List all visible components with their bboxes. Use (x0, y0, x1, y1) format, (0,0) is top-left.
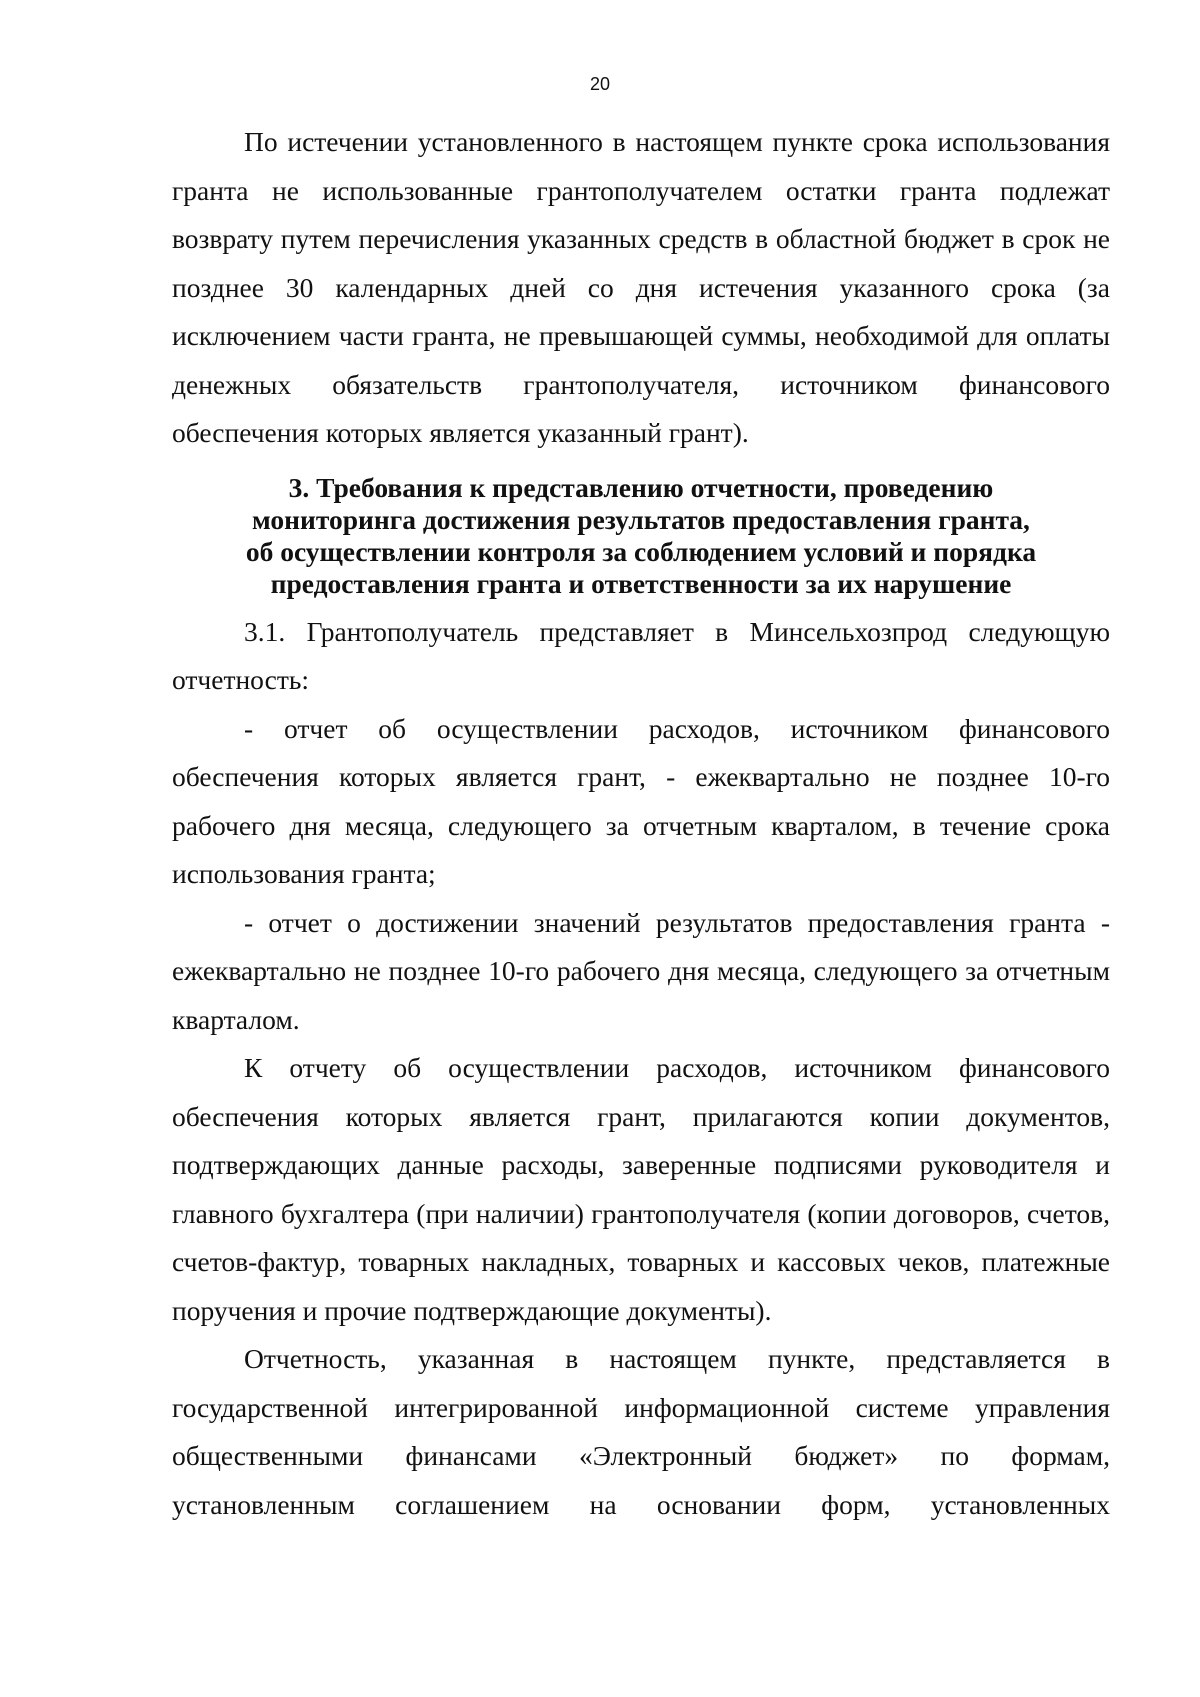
section-heading (172, 472, 1110, 600)
section-heading-line: мониторинга достижения результатов предоставления гранта, (252, 503, 1030, 535)
paragraph-grant-return: По истечении установленного в настоящем пункте срока использования гранта не использованные грантополучателем остатки гранта подлежат возврату путем перечисления указанных средств в областной бюджет в срок не позднее 30 календарных дней со дня истечения указанного срока (за исключением части гранта, не превышающей суммы, необходимой для оплаты денежных обязательств грантополучателя, источником финансового обеспечения которых является указанный грант). (172, 126, 1110, 448)
paragraph-expense-report: - отчет об осуществлении расходов, источником финансового обеспечения которых является грант, - ежеквартально не позднее 10-го рабочего дня месяца, следующего за отчетным кварталом, в течение срока использования гранта; (172, 712, 1110, 889)
document-body (172, 118, 1110, 1529)
section-heading-line: предоставления гранта и ответственности за их нарушение (270, 567, 1012, 599)
paragraph-electronic-budget: Отчетность, указанная в настоящем пункте, представляется в государственной интегрированной информационной системе управления общественными финансами «Электронный бюджет» по формам, установленным соглашением на основании форм, установленных (172, 1343, 1110, 1520)
paragraph-reporting-intro: 3.1. Грантополучатель представляет в Минсельхозпрод следующую отчетность: (172, 615, 1110, 695)
paragraph-attachments: К отчету об осуществлении расходов, источником финансового обеспечения которых является грант, прилагаются копии документов, подтверждающих данные расходы, заверенные подписями руководителя и главного бухгалтера (при наличии) грантополучателя (копии договоров, счетов, счетов-фактур, товарных накладных, товарных и кассовых чеков, платежные поручения и прочие подтверждающие документы). (172, 1052, 1110, 1326)
page-number: 20 (589, 74, 611, 94)
section-heading-line: 3. Требования к представлению отчетности, проведению (288, 471, 994, 503)
section-heading-line: об осуществлении контроля за соблюдением условий и порядка (245, 535, 1037, 567)
paragraph-results-report: - отчет о достижении значений результатов предоставления гранта - ежеквартально не позднее 10-го рабочего дня месяца, следующего за отчетным кварталом. (172, 906, 1110, 1035)
